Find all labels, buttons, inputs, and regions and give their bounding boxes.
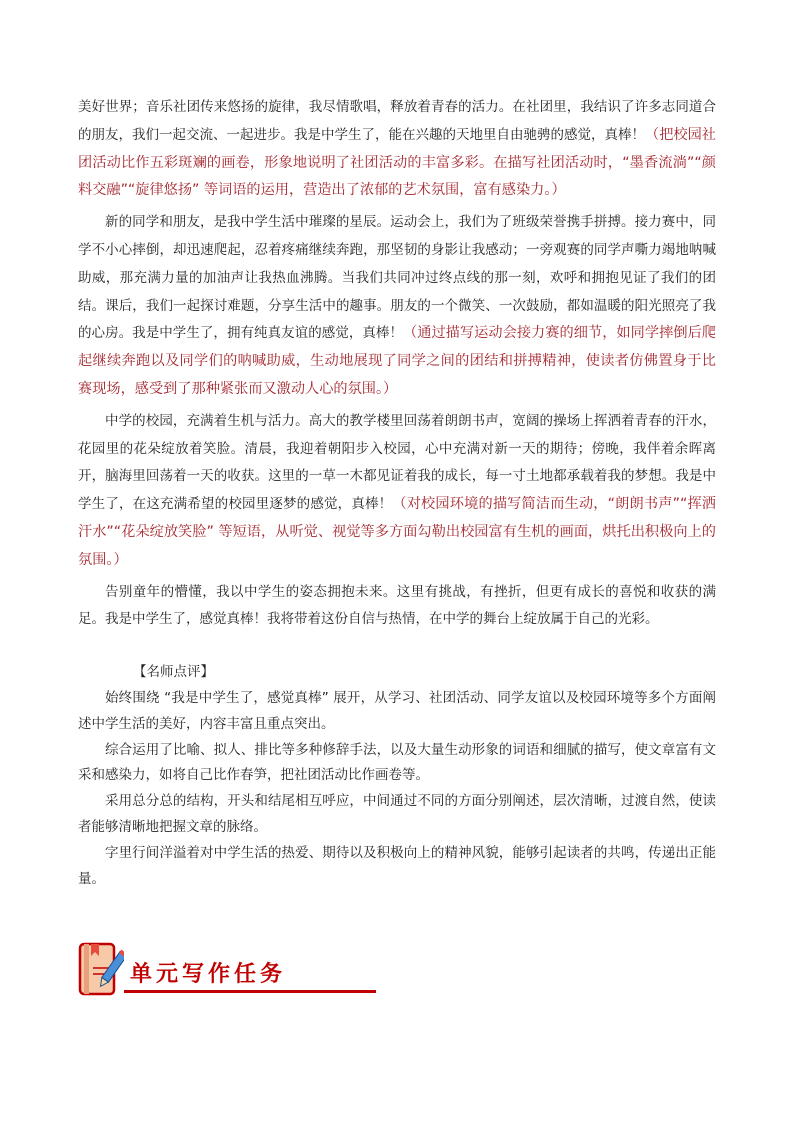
review-item-3: 采用总分总的结构，开头和结尾相互呼应，中间通过不同的方面分别阐述，层次清晰，过渡自然，使读者能够清晰地把握文章的脉络。 [78,793,716,835]
review-item-1: 始终围绕 “我是中学生了，感觉真棒” 展开，从学习、社团活动、同学友谊以及校园环境等多个方面阐述中学生活的美好，内容丰富且重点突出。 [78,689,716,732]
annotation-1: （把校园社团活动比作五彩斑斓的画卷，形象地说明了社团活动的丰富多彩。在描写社团活动时，“墨香流淌”“颜料交融”“旋律悠扬” 等词语的运用，营造出了浓郁的艺术氛围，富有感染力。） [78,126,716,199]
banner-underline [124,990,376,993]
essay-paragraph-4: 告别童年的懵懂，我以中学生的姿态拥抱未来。这里有挑战，有挫折，但更有成长的喜悦和收获的满足。我是中学生了，感觉真棒！我将带着这份自信与热情，在中学的舞台上绽放属于自己的光彩。 [78,583,716,628]
essay-paragraph-2: 新的同学和朋友，是我中学生活中璀璨的星辰。运动会上，我们为了班级荣誉携手拼搏。接力赛中，同学不小心摔倒，却迅速爬起，忍着疼痛继续奔跑，那坚韧的身影让我感动；一旁观赛的同学声嘶力竭地呐喊助威，那充满力量的加油声让我热血沸腾。当我们共同冲过终点线的那一刻，欢呼和拥抱见证了我们的团结。课后，我们一起探讨难题，分享生活中的趣事。朋友的一个微笑、一次鼓励，都如温暖的阳光照亮了我的心房。我是中学生了，拥有纯真友谊的感觉，真棒！（通过描写运动会接力赛的细节，如同学摔倒后爬起继续奔跑以及同学们的呐喊助威，生动地展现了同学之间的团结和拼搏精神，使读者仿佛置身于比赛现场，感受到了那种紧张而又激动人心的氛围。） [78,214,716,397]
essay-paragraph-3: 中学的校园，充满着生机与活力。高大的教学楼里回荡着朗朗书声，宽阔的操场上挥洒着青春的汗水，花园里的花朵绽放着笑脸。清晨，我迎着朝阳步入校园，心中充满对新一天的期待；傍晚，我伴着余晖离开，脑海里回荡着一天的收获。这里的一草一木都见证着我的成长，每一寸土地都承载着我的梦想。我是中学生了，在这充满希望的校园里逐梦的感觉，真棒！（对校园环境的描写简洁而生动，“朗朗书声”“挥洒汗水”“花朵绽放笑脸” 等短语，从听觉、视觉等多方面勾勒出校园富有生机的画面，烘托出积极向上的氛围。） [78,412,716,568]
annotation-3: （对校园环境的描写简洁而生动，“朗朗书声”“挥洒汗水”“花朵绽放笑脸” 等短语，从听觉、视觉等多方面勾勒出校园富有生机的画面，烘托出积极向上的氛围。） [78,496,716,568]
review-item-2: 综合运用了比喻、拟人、排比等多种修辞手法，以及大量生动形象的词语和细腻的描写，使文章富有文采和感染力，如将自己比作春笋，把社团活动比作画卷等。 [78,741,716,784]
essay-paragraph-1: 美好世界；音乐社团传来悠扬的旋律，我尽情歌唱，释放着青春的活力。在社团里，我结识了许多志同道合的朋友，我们一起交流、一起进步。我是中学生了，能在兴趣的天地里自由驰骋的感觉，真棒！（把校园社团活动比作五彩斑斓的画卷，形象地说明了社团活动的丰富多彩。在描写社团活动时，“墨香流淌”“颜料交融”“旋律悠扬” 等词语的运用，营造出了浓郁的艺术氛围，富有感染力。） [78,99,716,199]
banner-title: 单元写作任务 [130,961,287,987]
essay-body [78,94,716,892]
notebook-pencil-icon [78,940,124,998]
review-title: 【名师点评】 [133,664,214,681]
review-item-4: 字里行间洋溢着对中学生活的热爱、期待以及积极向上的精神风貌，能够引起读者的共鸣，传递出正能量。 [78,844,716,887]
annotation-2: （通过描写运动会接力赛的细节，如同学摔倒后爬起继续奔跑以及同学们的呐喊助威，生动地展现了同学之间的团结和拼搏精神，使读者仿佛置身于比赛现场，感受到了那种紧张而又激动人心的氛围。） [78,325,716,397]
unit-writing-task-banner [78,940,308,1000]
teacher-review [78,660,716,892]
